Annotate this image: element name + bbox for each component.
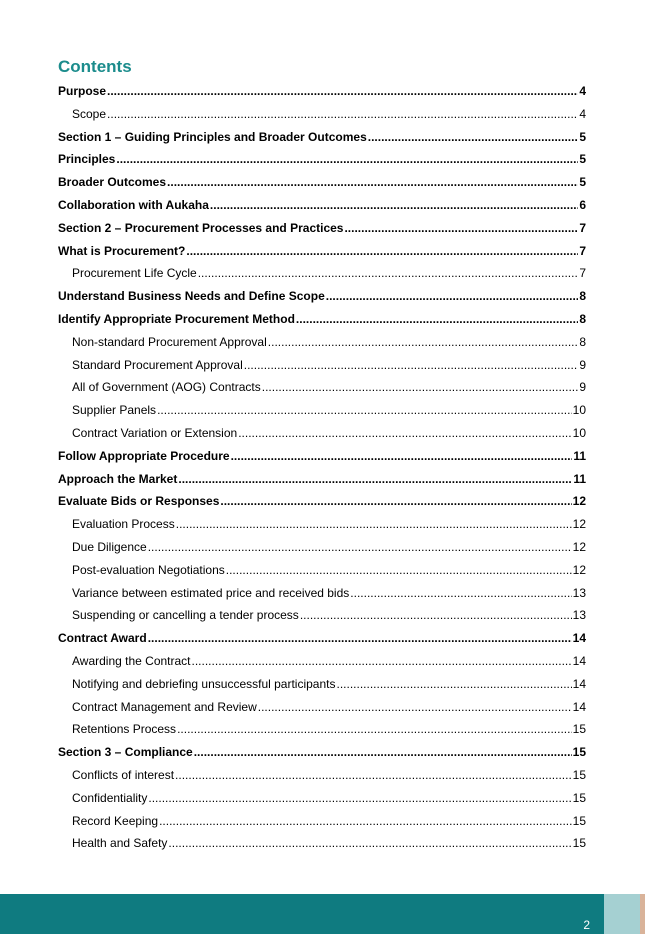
toc-entry-page: 11 (573, 448, 586, 463)
toc-dot-leader (368, 130, 579, 145)
toc-entry-title: Purpose (58, 84, 107, 98)
toc-entry[interactable] (72, 836, 586, 851)
toc-dot-leader (168, 836, 571, 851)
toc-dot-leader (344, 221, 578, 236)
toc-entry[interactable] (72, 814, 586, 829)
toc-entry-title: Suspending or cancelling a tender process (72, 608, 299, 623)
toc-entry-page: 14 (572, 631, 586, 646)
toc-entry[interactable] (72, 608, 586, 623)
toc-dot-leader (177, 722, 572, 737)
toc-entry[interactable] (72, 403, 586, 418)
toc-entry-page: 12 (572, 494, 586, 509)
toc-entry-page: 15 (572, 722, 586, 737)
toc-entry-page: 7 (579, 220, 586, 235)
toc-dot-leader (192, 654, 572, 669)
toc-entry-title: Contract Management and Review (72, 699, 257, 714)
toc-entry[interactable] (72, 654, 586, 669)
toc-entry-title: Variance between estimated price and received bids (72, 585, 350, 600)
toc-entry[interactable] (72, 358, 586, 373)
toc-entry[interactable] (72, 335, 586, 350)
toc-dot-leader (178, 472, 572, 487)
toc-entry[interactable] (58, 472, 586, 487)
toc-entry-page: 15 (572, 836, 586, 851)
toc-entry-title: Collaboration with Aukaha (58, 198, 209, 212)
page-number: 2 (583, 918, 590, 932)
toc-entry-title: Understand Business Needs and Define Scope (58, 289, 325, 304)
toc-entry-title: Supplier Panels (72, 403, 157, 418)
footer-accent-block (604, 894, 640, 934)
toc-entry-page: 10 (572, 426, 586, 440)
toc-entry-page: 8 (579, 334, 586, 349)
toc-entry[interactable] (72, 677, 586, 692)
toc-dot-leader (268, 335, 579, 350)
toc-dot-leader (107, 107, 578, 122)
toc-entry-title: Notifying and debriefing unsuccessful participants (72, 676, 336, 691)
toc-entry-title: Post-evaluation Negotiations (72, 562, 225, 577)
toc-dot-leader (198, 266, 579, 281)
toc-dot-leader (296, 312, 578, 327)
toc-entry-title: What is Procurement? (58, 243, 186, 258)
toc-entry-title: Broader Outcomes (58, 175, 167, 190)
toc-entry-page: 8 (579, 312, 586, 326)
toc-dot-leader (176, 517, 572, 532)
toc-entry-title: Identify Appropriate Procurement Method (58, 312, 295, 326)
toc-entry-title: Section 3 – Compliance (58, 745, 193, 760)
toc-dot-leader (159, 814, 572, 829)
toc-entry[interactable] (58, 198, 586, 213)
toc-entry-title: Section 2 – Procurement Processes and Practices (58, 220, 344, 235)
toc-dot-leader (107, 84, 578, 99)
toc-entry-title: Due Diligence (72, 540, 147, 554)
toc-entry[interactable] (58, 631, 586, 646)
toc-dot-leader (244, 358, 579, 373)
toc-entry-page: 15 (572, 768, 586, 782)
toc-dot-leader (148, 540, 572, 555)
toc-entry-page: 5 (579, 175, 586, 190)
toc-dot-leader (186, 244, 578, 259)
toc-dot-leader (226, 563, 572, 578)
toc-dot-leader (262, 380, 579, 395)
toc-entry[interactable] (58, 494, 586, 509)
toc-entry-title: Evaluation Process (72, 517, 175, 532)
toc-entry-page: 10 (572, 403, 586, 418)
toc-entry-title: Section 1 – Guiding Principles and Broader Outcomes (58, 129, 367, 144)
toc-entry-title: Evaluate Bids or Responses (58, 494, 220, 509)
toc-entry-page: 9 (579, 357, 586, 372)
toc-entry-page: 7 (579, 243, 586, 258)
footer-edge-stripe (640, 894, 645, 934)
footer-band (0, 894, 604, 934)
toc-entry[interactable] (72, 107, 586, 122)
toc-entry[interactable] (72, 517, 586, 532)
toc-entry[interactable] (58, 130, 586, 145)
toc-entry-title: Principles (58, 152, 116, 167)
toc-entry-page: 14 (572, 676, 586, 691)
toc-dot-leader (326, 289, 579, 304)
toc-entry-page: 13 (572, 585, 586, 600)
toc-entry[interactable] (58, 312, 586, 327)
toc-entry-page: 11 (573, 471, 586, 486)
toc-entry-title: Conflicts of interest (72, 768, 175, 782)
toc-entry-page: 12 (572, 517, 586, 532)
toc-entry-title: Follow Appropriate Procedure (58, 448, 230, 463)
toc-entry[interactable] (72, 426, 586, 441)
toc-entry-title: Procurement Life Cycle (72, 266, 197, 281)
toc-entry-page: 4 (579, 106, 586, 121)
toc-entry-page: 7 (579, 266, 586, 281)
toc-dot-leader (157, 403, 572, 418)
toc-entry[interactable] (72, 791, 586, 806)
toc-entry-page: 14 (572, 699, 586, 714)
toc-entry[interactable] (58, 84, 586, 99)
toc-entry-title: Confidentiality (72, 790, 148, 805)
toc-entry[interactable] (72, 700, 586, 715)
toc-entry-page: 15 (572, 790, 586, 805)
toc-dot-leader (300, 608, 572, 623)
toc-entry-page: 13 (572, 608, 586, 623)
toc-entry[interactable] (58, 152, 586, 167)
toc-entry-page: 15 (572, 745, 586, 760)
toc-entry-title: Retentions Process (72, 722, 177, 737)
toc-entry[interactable] (72, 586, 586, 601)
toc-dot-leader (336, 677, 571, 692)
toc-entry-title: All of Government (AOG) Contracts (72, 380, 261, 395)
page-title: Contents (58, 57, 132, 76)
toc-entry[interactable] (58, 175, 586, 190)
toc-entry[interactable] (72, 563, 586, 578)
toc-dot-leader (350, 586, 571, 601)
toc-entry-page: 12 (572, 540, 586, 554)
toc-entry[interactable] (72, 380, 586, 395)
toc-entry-title: Non-standard Procurement Approval (72, 334, 267, 349)
toc-entry-title: Scope (72, 106, 107, 121)
toc-entry[interactable] (58, 221, 586, 236)
toc-entry[interactable] (58, 449, 586, 464)
toc-entry-title: Approach the Market (58, 471, 178, 486)
toc-entry-title: Record Keeping (72, 813, 159, 828)
toc-entry[interactable] (72, 540, 586, 555)
toc-dot-leader (116, 152, 578, 167)
toc-dot-leader (238, 426, 571, 441)
toc-dot-leader (210, 198, 578, 213)
toc-entry-page: 8 (579, 289, 586, 304)
toc-entry-title: Health and Safety (72, 836, 168, 851)
toc-entry-title: Standard Procurement Approval (72, 357, 243, 372)
toc-entry-page: 9 (579, 380, 586, 395)
toc-entry[interactable] (72, 768, 586, 783)
toc-entry-page: 5 (579, 152, 586, 167)
toc-entry[interactable] (58, 244, 586, 259)
toc-dot-leader (148, 631, 572, 646)
toc-dot-leader (220, 494, 571, 509)
toc-entry-title: Awarding the Contract (72, 654, 191, 668)
toc-entry[interactable] (72, 266, 586, 281)
toc-entry-page: 15 (572, 813, 586, 828)
toc-entry-title: Contract Award (58, 631, 147, 646)
toc-dot-leader (231, 449, 573, 464)
toc-entry-page: 5 (579, 129, 586, 144)
toc-entry[interactable] (72, 722, 586, 737)
toc-dot-leader (167, 175, 578, 190)
toc-entry-page: 4 (579, 84, 586, 98)
toc-dot-leader (175, 768, 572, 783)
toc-dot-leader (148, 791, 571, 806)
toc-entry[interactable] (58, 745, 586, 760)
toc-entry-page: 12 (572, 562, 586, 577)
toc-dot-leader (194, 745, 572, 760)
toc-entry-title: Contract Variation or Extension (72, 426, 238, 440)
toc-entry-page: 6 (579, 198, 586, 212)
toc-dot-leader (258, 700, 572, 715)
toc-entry-page: 14 (572, 654, 586, 668)
toc-entry[interactable] (58, 289, 586, 304)
